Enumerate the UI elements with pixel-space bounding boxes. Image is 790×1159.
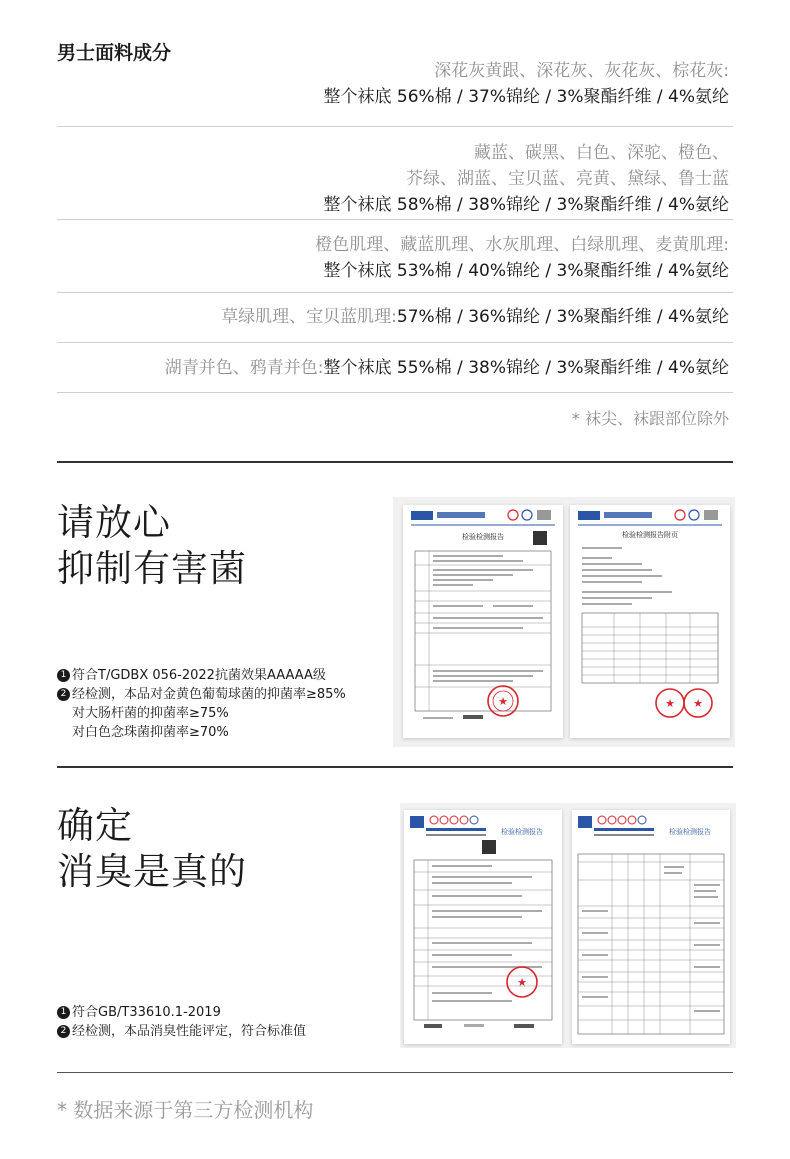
- row-divider: [57, 126, 733, 127]
- material-ratio: 整个袜底 58%棉 / 38%锦纶 / 3%聚酯纤维 / 4%氨纶: [323, 195, 729, 215]
- svg-text:★: ★: [665, 697, 675, 710]
- point-subtext: 对大肠杆菌的抑菌率≥75%: [72, 706, 229, 721]
- point-subtext: 对白色念珠菌抑菌率≥70%: [72, 725, 229, 740]
- report-title: 检验检测报告: [669, 828, 711, 836]
- section-divider: [57, 461, 733, 463]
- title-line: 请放心: [57, 501, 171, 544]
- color-list: 深花灰黄跟、深花灰、灰花灰、棕花灰:: [434, 61, 729, 81]
- color-list: 湖青并色、鸦青并色:: [164, 358, 324, 378]
- antibacterial-title: [57, 500, 247, 592]
- row-divider: [57, 392, 733, 393]
- composition-row: [57, 58, 733, 110]
- deodorant-report-data-image: [572, 810, 730, 1044]
- test-report-image: [403, 505, 563, 738]
- number-2-icon: 2: [57, 1025, 70, 1038]
- report-title: 检验检测报告: [501, 828, 543, 836]
- point-text: 经检测，本品对金黄色葡萄球菌的抑菌率≥85%: [72, 687, 346, 702]
- material-ratio: 整个袜底 53%棉 / 40%锦纶 / 3%聚酯纤维 / 4%氨纶: [323, 261, 729, 281]
- color-list: 橙色肌理、藏蓝肌理、水灰肌理、白绿肌理、麦黄肌理:: [315, 235, 729, 255]
- report-title: 检验检测报告附页: [622, 531, 678, 539]
- color-list: 草绿肌理、宝贝蓝肌理:: [221, 307, 397, 327]
- report-title: 检验检测报告: [462, 533, 504, 541]
- svg-text:★: ★: [498, 695, 508, 708]
- point-text: 符合T/GDBX 056-2022抗菌效果AAAAA级: [72, 668, 326, 683]
- deodorant-report-image: [404, 810, 562, 1044]
- antibacterial-points: [57, 666, 346, 742]
- row-divider: [57, 292, 733, 293]
- composition-row: [57, 304, 733, 330]
- composition-row: [57, 232, 733, 284]
- composition-heading: 男士面料成分: [57, 42, 172, 64]
- number-1-icon: 1: [57, 669, 70, 682]
- number-1-icon: 1: [57, 1006, 70, 1019]
- deodorant-points: [57, 1003, 306, 1041]
- number-2-icon: 2: [57, 688, 70, 701]
- composition-row: [57, 140, 733, 218]
- title-line: 抑制有害菌: [57, 547, 247, 590]
- title-line: 确定: [57, 804, 133, 847]
- row-divider: [57, 342, 733, 343]
- composition-note: * 袜尖、袜跟部位除外: [571, 409, 729, 428]
- material-ratio: 57%棉 / 36%锦纶 / 3%聚酯纤维 / 4%氨纶: [396, 307, 729, 327]
- material-ratio: 整个袜底 56%棉 / 37%锦纶 / 3%聚酯纤维 / 4%氨纶: [323, 87, 729, 107]
- section-divider: [57, 1072, 733, 1073]
- data-source-note: * 数据来源于第三方检测机构: [57, 1098, 314, 1122]
- color-list: 藏蓝、碳黑、白色、深驼、橙色、: [474, 143, 729, 163]
- test-report-appendix-image: [570, 505, 730, 738]
- title-line: 消臭是真的: [57, 850, 247, 893]
- svg-text:★: ★: [517, 976, 527, 989]
- color-list: 芥绿、湖蓝、宝贝蓝、亮黄、黛绿、鲁士蓝: [406, 169, 729, 189]
- svg-text:★: ★: [693, 697, 703, 710]
- material-ratio: 整个袜底 55%棉 / 38%锦纶 / 3%聚酯纤维 / 4%氨纶: [323, 358, 729, 378]
- section-divider: [57, 766, 733, 768]
- point-text: 经检测，本品消臭性能评定，符合标准值: [72, 1024, 307, 1039]
- row-divider: [57, 219, 733, 220]
- composition-row: [57, 355, 733, 381]
- point-text: 符合GB/T33610.1-2019: [72, 1005, 221, 1020]
- deodorant-title: [57, 803, 247, 895]
